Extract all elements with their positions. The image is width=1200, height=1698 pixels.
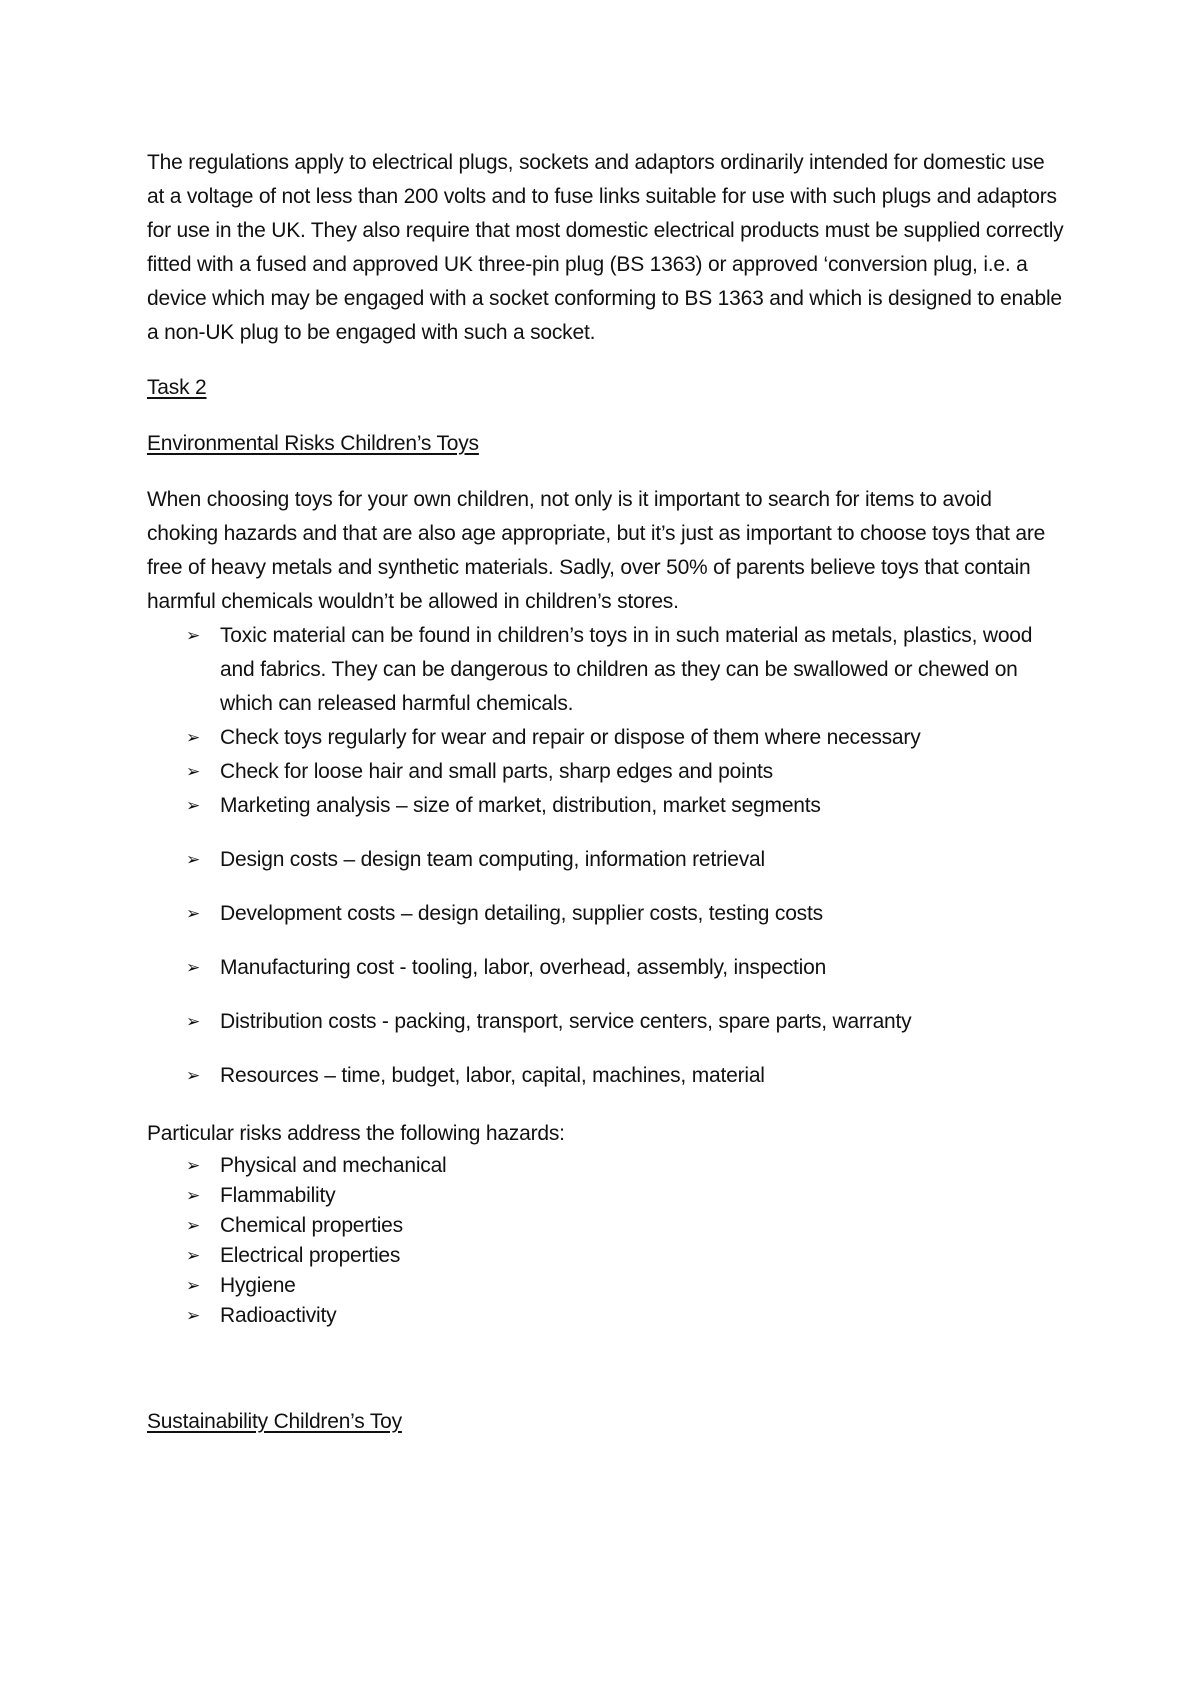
- cost-list: [147, 789, 1067, 1093]
- list-item: [147, 1301, 1067, 1331]
- list-item-text: Toxic material can be found in children’s toys in in such material as metals, plastics, wood and fabrics. They can be dangerous to children as they can be swallowed or chewed on which can released harmful chemicals.: [220, 624, 1033, 715]
- list-item: [147, 843, 1067, 877]
- arrowhead-bullet-icon: ➢: [185, 1156, 201, 1176]
- list-item: [147, 1271, 1067, 1301]
- arrowhead-bullet-icon: ➢: [185, 904, 201, 924]
- arrowhead-bullet-icon: ➢: [185, 1066, 201, 1086]
- list-item-text: Manufacturing cost - tooling, labor, overhead, assembly, inspection: [220, 956, 827, 979]
- section-heading: Environmental Risks Children’s Toys: [147, 432, 479, 455]
- arrowhead-bullet-icon: ➢: [185, 1186, 201, 1206]
- intro-paragraph: The regulations apply to electrical plugs, sockets and adaptors ordinarily intended for domestic use at a voltage of not less than 200 volts and to fuse links suitable for use with such plugs and adaptors for use in the UK. They also require that most domestic electrical products must be supplied correctly fitted with a fused and approved UK three-pin plug (BS 1363) or approved ‘conversion plug, i.e. a device which may be engaged with a socket conforming to BS 1363 and which is designed to enable a non-UK plug to be engaged with such a socket.: [147, 151, 1064, 344]
- hazards-intro: Particular risks address the following hazards:: [147, 1122, 565, 1145]
- list-item-text: Hygiene: [220, 1274, 296, 1297]
- list-item-text: Development costs – design detailing, supplier costs, testing costs: [220, 902, 823, 925]
- list-item-text: Marketing analysis – size of market, distribution, market segments: [220, 794, 821, 817]
- arrowhead-bullet-icon: ➢: [185, 1306, 201, 1326]
- document-page: [147, 146, 1067, 1439]
- list-item-text: Resources – time, budget, labor, capital, machines, material: [220, 1064, 765, 1087]
- list-item: [147, 1059, 1067, 1093]
- list-item: [147, 1181, 1067, 1211]
- arrowhead-bullet-icon: ➢: [185, 850, 201, 870]
- arrowhead-bullet-icon: ➢: [185, 728, 201, 748]
- list-item: [147, 897, 1067, 931]
- task-heading: Task 2: [147, 376, 207, 399]
- arrowhead-bullet-icon: ➢: [185, 762, 201, 782]
- sustainability-heading: Sustainability Children’s Toy: [147, 1410, 402, 1433]
- list-item-text: Chemical properties: [220, 1214, 403, 1237]
- arrowhead-bullet-icon: ➢: [185, 1276, 201, 1296]
- list-item: [147, 619, 1067, 721]
- list-item: [147, 721, 1067, 755]
- list-item-text: Design costs – design team computing, information retrieval: [220, 848, 765, 871]
- list-item-text: Check for loose hair and small parts, sharp edges and points: [220, 760, 773, 783]
- hazards-list: [147, 1151, 1067, 1331]
- list-item-text: Flammability: [220, 1184, 336, 1207]
- toys-paragraph: When choosing toys for your own children, not only is it important to search for items to avoid choking hazards and that are also age appropriate, but it’s just as important to choose toys that are free of heavy metals and synthetic materials. Sadly, over 50% of parents believe toys that contain harmful chemicals wouldn’t be allowed in children’s stores.: [147, 488, 1046, 613]
- list-item: [147, 1241, 1067, 1271]
- list-item: [147, 951, 1067, 985]
- list-item-text: Electrical properties: [220, 1244, 401, 1267]
- arrowhead-bullet-icon: ➢: [185, 1012, 201, 1032]
- list-item-text: Physical and mechanical: [220, 1154, 447, 1177]
- arrowhead-bullet-icon: ➢: [185, 1246, 201, 1266]
- list-item: [147, 1211, 1067, 1241]
- arrowhead-bullet-icon: ➢: [185, 626, 201, 646]
- arrowhead-bullet-icon: ➢: [185, 796, 201, 816]
- list-item: [147, 1005, 1067, 1039]
- list-item-text: Check toys regularly for wear and repair or dispose of them where necessary: [220, 726, 921, 749]
- list-item: [147, 789, 1067, 823]
- toy-safety-list: [147, 619, 1067, 789]
- list-item-text: Radioactivity: [220, 1304, 337, 1327]
- list-item-text: Distribution costs - packing, transport, service centers, spare parts, warranty: [220, 1010, 912, 1033]
- arrowhead-bullet-icon: ➢: [185, 958, 201, 978]
- list-item: [147, 755, 1067, 789]
- list-item: [147, 1151, 1067, 1181]
- arrowhead-bullet-icon: ➢: [185, 1216, 201, 1236]
